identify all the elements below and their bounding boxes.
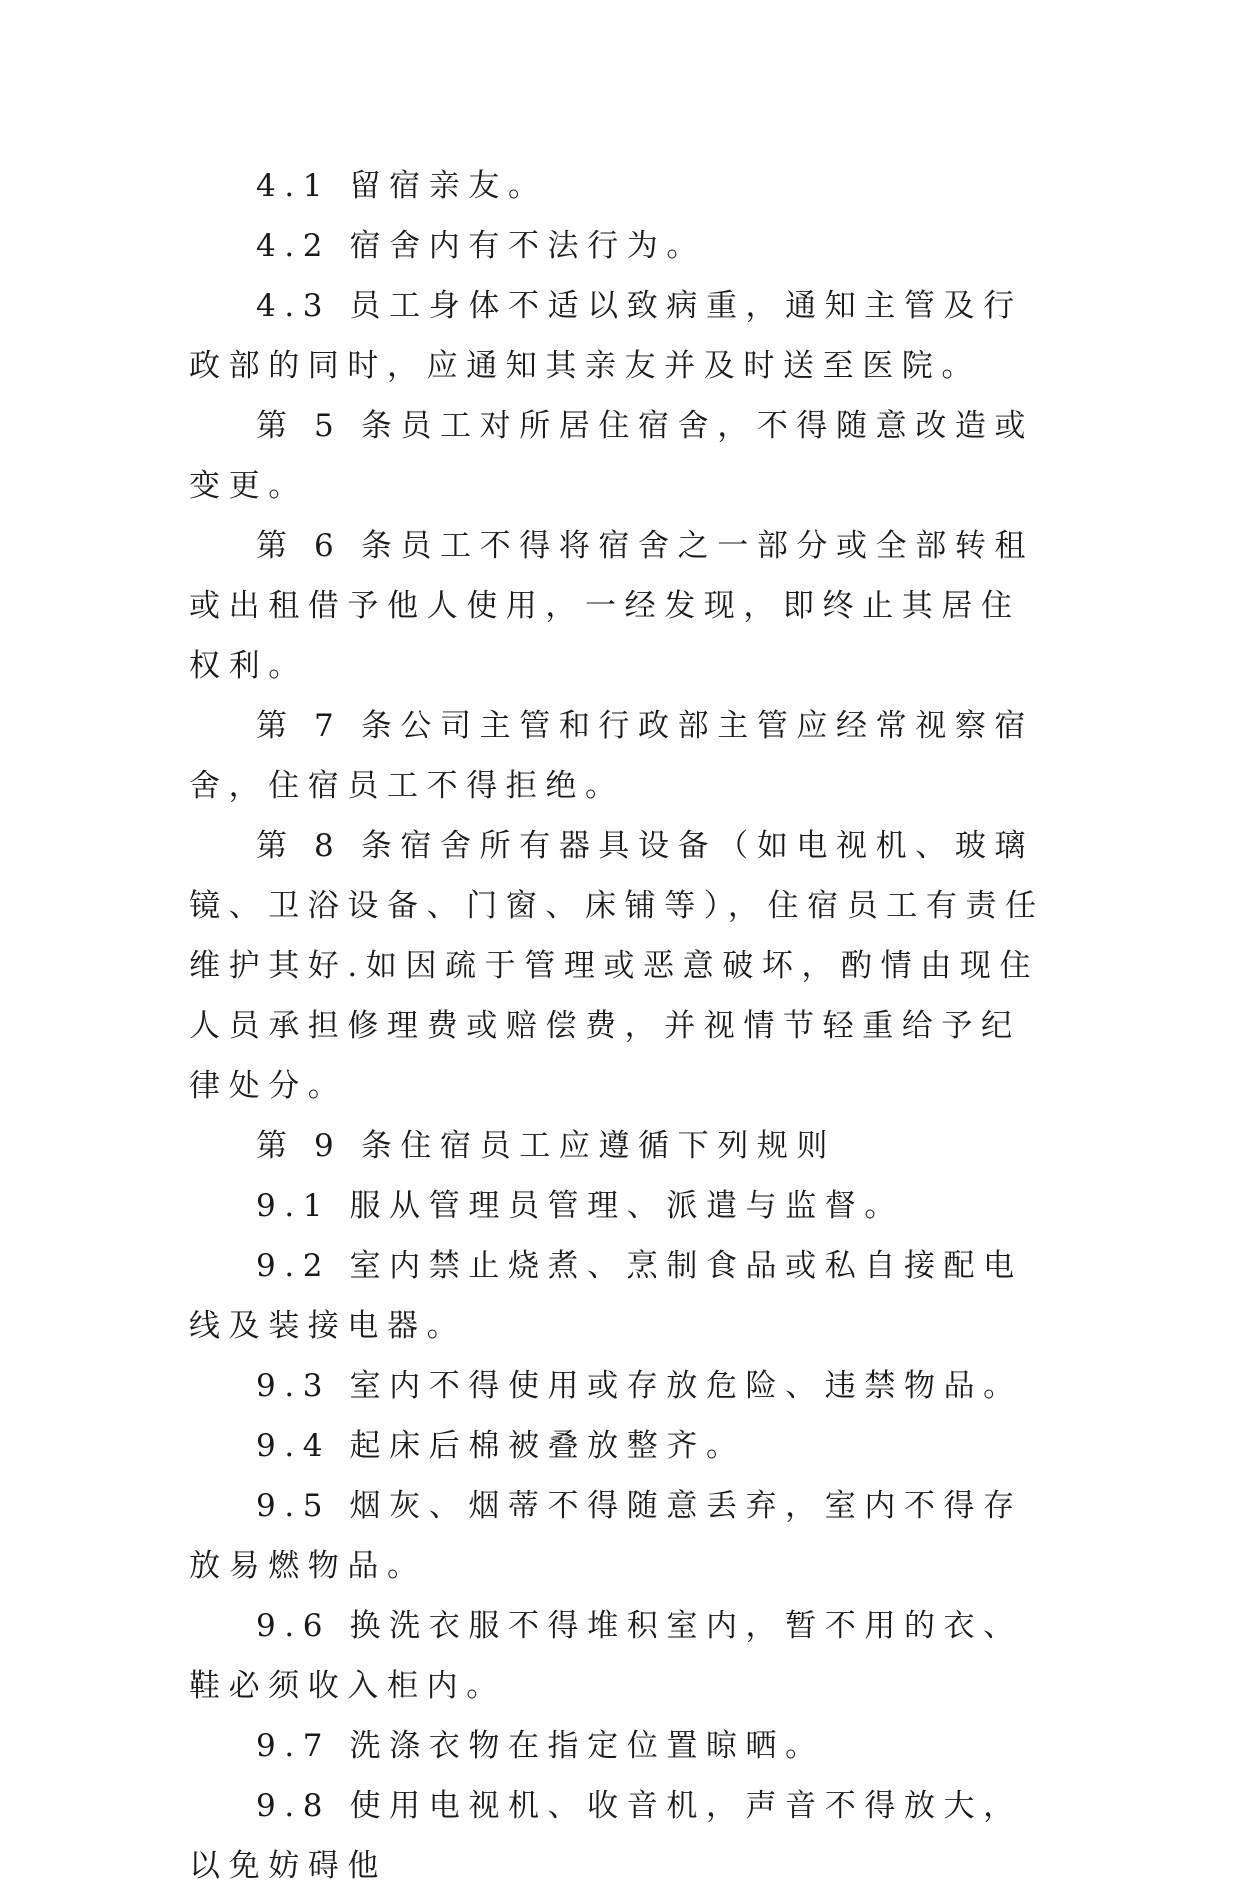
paragraph-9-4: 9.4 起床后棉被叠放整齐。 — [256, 1428, 746, 1464]
paragraph-9-8: 9.8 使用电视机、收音机，声音不得放大，以免妨碍他 — [189, 1788, 1023, 1884]
paragraph-9-7: 9.7 洗涤衣物在指定位置晾晒。 — [256, 1728, 825, 1764]
paragraph-article-5: 第 5 条员工对所居住宿舍，不得随意改造或变更。 — [189, 408, 1035, 504]
paragraph-9-2: 9.2 室内禁止烧煮、烹制食品或私自接配电线及装接电器。 — [189, 1248, 1023, 1344]
paragraph-4-3: 4.3 员工身体不适以致病重，通知主管及行政部的同时，应通知其亲友并及时送至医院。 — [189, 288, 1023, 384]
paragraph-article-6: 第 6 条员工不得将宿舍之一部分或全部转租或出租借予他人使用，一经发现，即终止其居住权利。 — [189, 528, 1035, 684]
paragraph-article-7: 第 7 条公司主管和行政部主管应经常视察宿舍，住宿员工不得拒绝。 — [189, 708, 1035, 804]
paragraph-article-8: 第 8 条宿舍所有器具设备（如电视机、玻璃镜、卫浴设备、门窗、床铺等），住宿员工有责任维护其好.如因疏于管理或恶意破坏，酌情由现住人员承担修理费或赔偿费，并视情节轻重给予纪律处分。 — [189, 828, 1045, 1104]
paragraph-4-2: 4.2 宿舍内有不法行为。 — [256, 228, 706, 264]
paragraph-article-9: 第 9 条住宿员工应遵循下列规则 — [256, 1128, 837, 1164]
paragraph-4-1: 4.1 留宿亲友。 — [256, 168, 548, 204]
paragraph-9-5: 9.5 烟灰、烟蒂不得随意丢弃，室内不得存放易燃物品。 — [189, 1488, 1023, 1584]
paragraph-9-3: 9.3 室内不得使用或存放危险、违禁物品。 — [256, 1368, 1023, 1404]
paragraph-9-6: 9.6 换洗衣服不得堆积室内，暂不用的衣、鞋必须收入柜内。 — [189, 1608, 1023, 1704]
paragraph-9-1: 9.1 服从管理员管理、派遣与监督。 — [256, 1188, 904, 1224]
document-body — [189, 156, 1059, 1896]
